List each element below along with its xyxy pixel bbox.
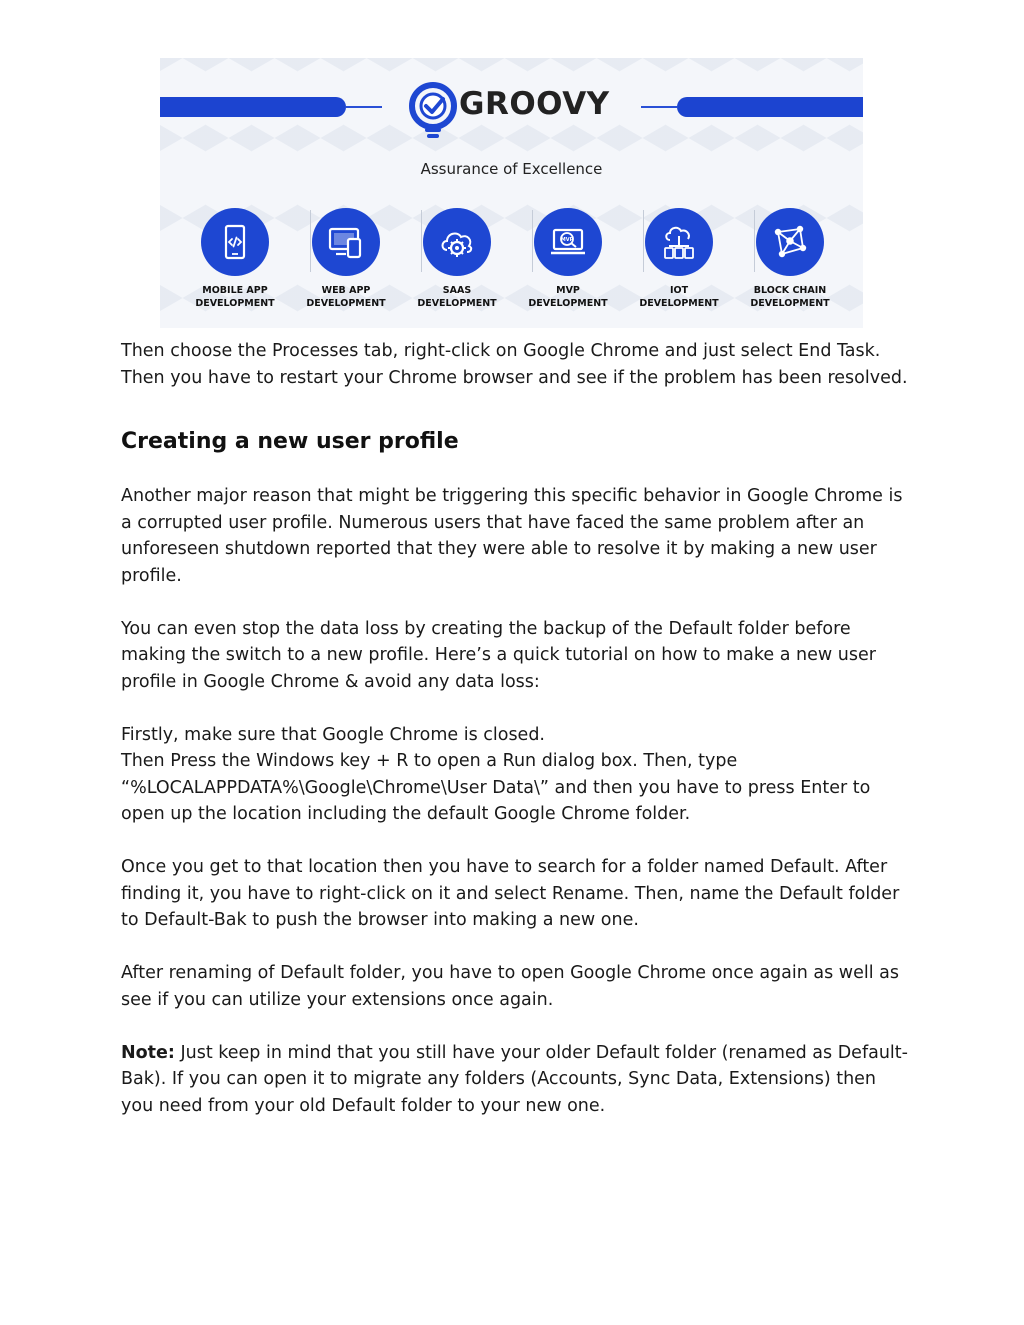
web-devices-icon	[312, 208, 380, 276]
service-iot	[624, 208, 734, 318]
decorative-line-left	[346, 106, 382, 108]
decorative-bar-right	[677, 97, 863, 117]
note-label: Note:	[121, 1042, 175, 1063]
paragraph-reopen: After renaming of Default folder, you have to open Google Chrome once again as well as see if you can utilize your extensions once again.	[121, 963, 900, 1010]
mvp-laptop-icon	[534, 208, 602, 276]
service-web-app	[291, 208, 401, 318]
service-mvp	[513, 208, 623, 318]
section-heading: Creating a new user profile	[121, 429, 459, 454]
groovy-banner	[160, 58, 863, 328]
paragraph-backup: You can even stop the data loss by creating the backup of the Default folder before making the switch to a new profile. Here’s a quick tutorial on how to make a new user profile in Google Chrome & avoid any data loss:	[121, 618, 876, 692]
service-mobile-app	[180, 208, 290, 318]
service-saas	[402, 208, 512, 318]
note-paragraph	[121, 1040, 911, 1120]
cloud-network-icon	[645, 208, 713, 276]
service-label: MVP DEVELOPMENT	[528, 285, 608, 309]
blockchain-nodes-icon	[756, 208, 824, 276]
decorative-line-right	[641, 106, 677, 108]
decorative-bar-left	[160, 97, 346, 117]
step-run-dialog: Then Press the Windows key + R to open a Run dialog box. Then, type “%LOCALAPPDATA%\Google\Chrome\User Data\” and then you have to press Enter to open up the location including the default Google Chrome folder.	[121, 751, 871, 824]
note-text: Just keep in mind that you still have your older Default folder (renamed as Default-Bak). If you can open it to migrate any folders (Accounts, Sync Data, Extensions) then you need from your old Default folder to your new one.	[121, 1042, 908, 1116]
service-label: SAAS DEVELOPMENT	[417, 285, 497, 309]
paragraph-reason: Another major reason that might be triggering this specific behavior in Google Chrome is a corrupted user profile. Numerous users that have faced the same problem after an unforeseen shutdown reported that they were able to resolve it by making a new user profile.	[121, 486, 903, 586]
intro-paragraph: Then choose the Processes tab, right-click on Google Chrome and just select End Task. Then you have to restart your Chrome browser and see if the problem has been resolved.	[121, 341, 908, 388]
mobile-code-icon	[201, 208, 269, 276]
service-label: IOT DEVELOPMENT	[639, 285, 719, 309]
cloud-gear-icon	[423, 208, 491, 276]
step-close-chrome: Firstly, make sure that Google Chrome is closed.	[121, 724, 545, 745]
services-row	[180, 208, 846, 318]
paragraph-rename: Once you get to that location then you have to search for a folder named Default. After finding it, you have to right-click on it and select Rename. Then, name the Default folder to Default-Bak to push the browser into making a new one.	[121, 857, 900, 930]
service-label: MOBILE APP DEVELOPMENT	[195, 285, 275, 309]
service-blockchain	[735, 208, 845, 318]
svg-text:MVP: MVP	[560, 237, 574, 243]
service-label: BLOCK CHAIN DEVELOPMENT	[750, 285, 830, 309]
brand-tagline: Assurance of Excellence	[420, 160, 603, 178]
article-body	[121, 338, 911, 1119]
service-label: WEB APP DEVELOPMENT	[306, 285, 386, 309]
brand-name: GROOVY	[459, 86, 610, 122]
